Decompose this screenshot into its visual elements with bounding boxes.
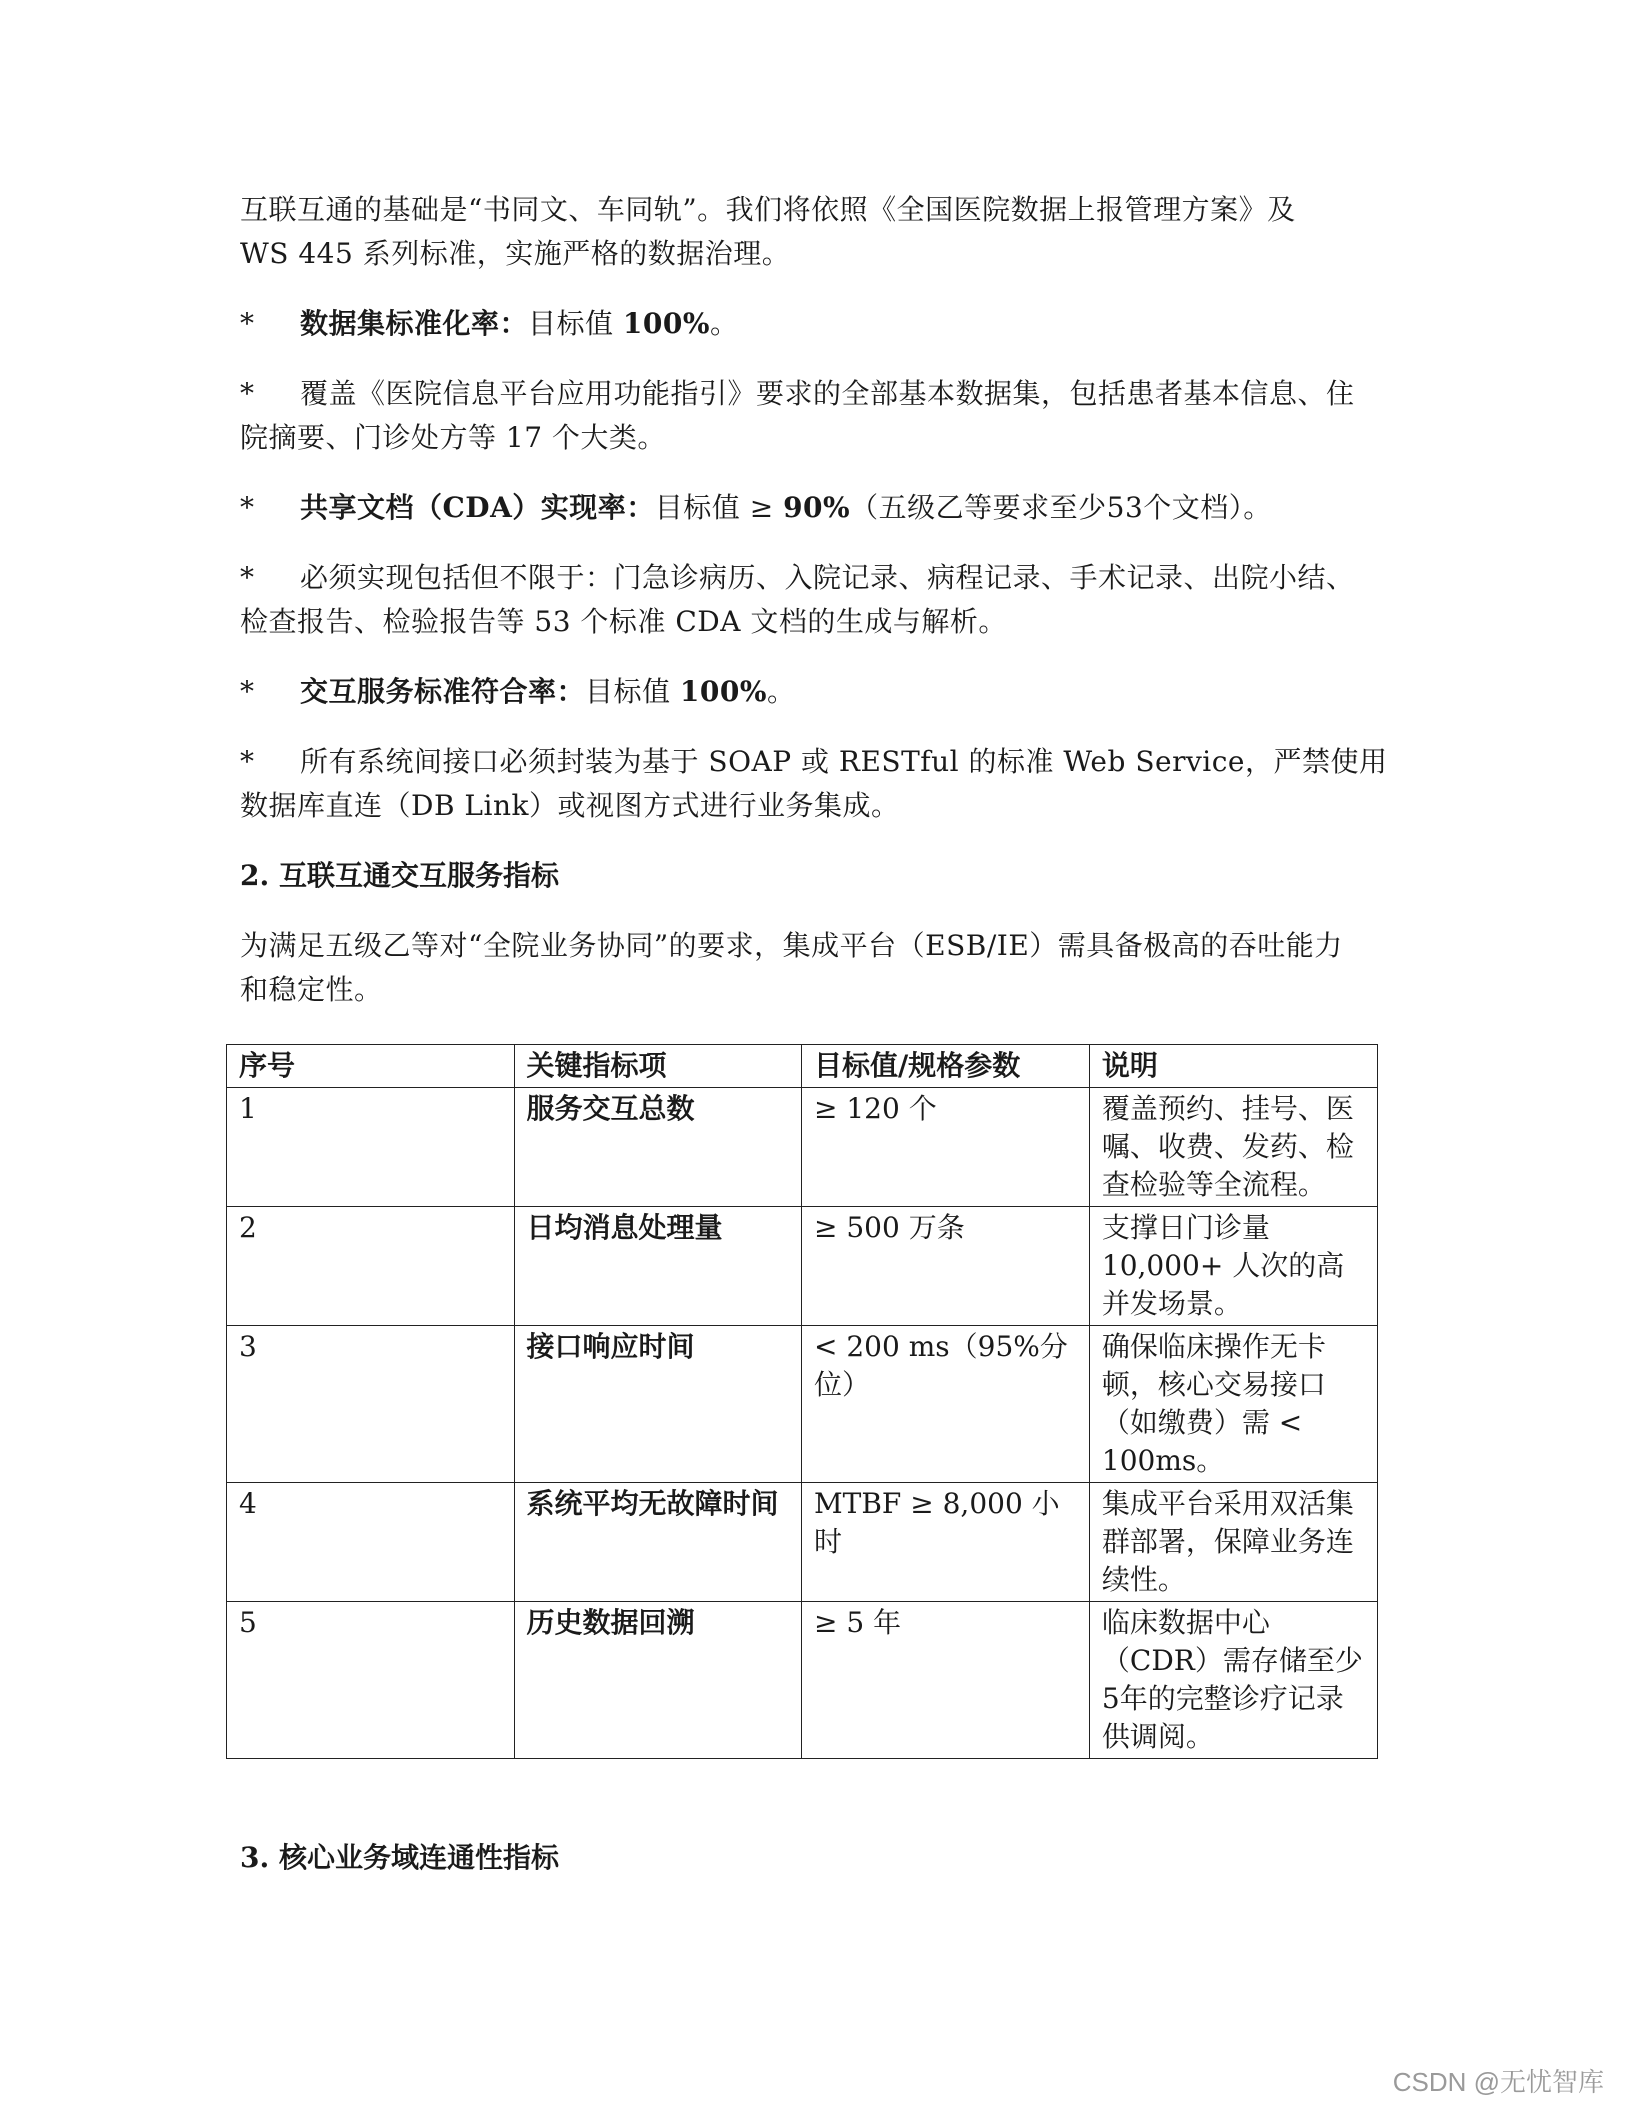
intro-paragraph xyxy=(240,188,1390,276)
bullet-text-line-2: 数据库直连（DB Link）或视图方式进行业务集成。 xyxy=(240,789,900,822)
bullet-item xyxy=(240,556,1390,644)
cell-note: 集成平台采用双活集群部署，保障业务连续性。 xyxy=(1089,1483,1377,1602)
bullet-text-line-2: 院摘要、门诊处方等 17 个大类。 xyxy=(240,421,666,454)
cell-note: 覆盖预约、挂号、医嘱、收费、发药、检查检验等全流程。 xyxy=(1089,1088,1377,1207)
cell-no: 2 xyxy=(227,1207,515,1326)
table-header-row xyxy=(227,1045,1378,1088)
cell-target: ≥ 5 年 xyxy=(802,1602,1090,1759)
section-3-heading: 3. 核心业务域连通性指标 xyxy=(240,1841,559,1874)
table-row xyxy=(227,1483,1378,1602)
cell-target: MTBF ≥ 8,000 小时 xyxy=(802,1483,1090,1602)
header-note: 说明 xyxy=(1089,1045,1377,1088)
cell-target: ≥ 500 万条 xyxy=(802,1207,1090,1326)
metrics-table xyxy=(226,1044,1378,1759)
cell-indicator: 接口响应时间 xyxy=(514,1326,802,1483)
cell-indicator: 服务交互总数 xyxy=(514,1088,802,1207)
bullet-text-line-2: 检查报告、检验报告等 53 个标准 CDA 文档的生成与解析。 xyxy=(240,605,1007,638)
bullet-label: 交互服务标准符合率： xyxy=(300,675,586,708)
header-no: 序号 xyxy=(227,1045,515,1088)
table-row xyxy=(227,1326,1378,1483)
bullet-text: 目标值 xyxy=(528,307,623,340)
bullet-text: 目标值 xyxy=(585,675,680,708)
cell-note: 确保临床操作无卡顿，核心交易接口（如缴费）需 < 100ms。 xyxy=(1089,1326,1377,1483)
bullet-item xyxy=(240,740,1390,828)
cell-note: 临床数据中心（CDR）需存储至少5年的完整诊疗记录供调阅。 xyxy=(1089,1602,1377,1759)
cell-indicator: 系统平均无故障时间 xyxy=(514,1483,802,1602)
bullet-tail: 。 xyxy=(709,307,739,340)
bullet-tail: （五级乙等要求至少53个文档）。 xyxy=(850,491,1272,524)
table-row xyxy=(227,1207,1378,1326)
header-target: 目标值/规格参数 xyxy=(802,1045,1090,1088)
cell-indicator: 历史数据回溯 xyxy=(514,1602,802,1759)
bullet-text-line-1: 覆盖《医院信息平台应用功能指引》要求的全部基本数据集，包括患者基本信息、住 xyxy=(300,377,1355,410)
intro-line-2: WS 445 系列标准，实施严格的数据治理。 xyxy=(240,237,791,270)
cell-target: < 200 ms（95%分位） xyxy=(802,1326,1090,1483)
bullet-tail: 。 xyxy=(766,675,796,708)
cell-no: 4 xyxy=(227,1483,515,1602)
header-indicator: 关键指标项 xyxy=(514,1045,802,1088)
bullet-value: 100% xyxy=(622,307,710,340)
section-2-desc-line-1: 为满足五级乙等对“全院业务协同”的要求，集成平台（ESB/IE）需具备极高的吞吐能力 xyxy=(240,929,1343,962)
section-2-description xyxy=(240,924,1390,1012)
section-2-heading: 2. 互联互通交互服务指标 xyxy=(240,859,559,892)
cell-no: 3 xyxy=(227,1326,515,1483)
cell-target: ≥ 120 个 xyxy=(802,1088,1090,1207)
bullet-value: 100% xyxy=(679,675,767,708)
bullet-marker: * xyxy=(240,377,255,410)
watermark: CSDN @无忧智库 xyxy=(1392,2067,1604,2097)
table-row xyxy=(227,1088,1378,1207)
bullet-label: 共享文档（CDA）实现率： xyxy=(300,491,655,524)
bullet-item xyxy=(240,302,1390,346)
bullet-item xyxy=(240,486,1390,530)
section-2-desc-line-2: 和稳定性。 xyxy=(240,973,383,1006)
cell-no: 5 xyxy=(227,1602,515,1759)
bullet-value: 90% xyxy=(783,491,851,524)
cell-no: 1 xyxy=(227,1088,515,1207)
bullet-marker: * xyxy=(240,307,255,340)
bullet-item xyxy=(240,372,1390,460)
bullet-marker: * xyxy=(240,745,255,778)
bullet-marker: * xyxy=(240,561,255,594)
bullet-text-line-1: 必须实现包括但不限于：门急诊病历、入院记录、病程记录、手术记录、出院小结、 xyxy=(300,561,1355,594)
intro-line-1: 互联互通的基础是“书同文、车同轨”。我们将依照《全国医院数据上报管理方案》及 xyxy=(240,193,1296,226)
bullet-item xyxy=(240,670,1390,714)
bullet-marker: * xyxy=(240,491,255,524)
bullet-marker: * xyxy=(240,675,255,708)
bullet-text: 目标值 ≥ xyxy=(654,491,784,524)
bullet-text-line-1: 所有系统间接口必须封装为基于 SOAP 或 RESTful 的标准 Web Service，严禁使用 xyxy=(300,745,1388,778)
table-row xyxy=(227,1602,1378,1759)
cell-indicator: 日均消息处理量 xyxy=(514,1207,802,1326)
bullet-label: 数据集标准化率： xyxy=(300,307,529,340)
cell-note: 支撑日门诊量 10,000+ 人次的高并发场景。 xyxy=(1089,1207,1377,1326)
